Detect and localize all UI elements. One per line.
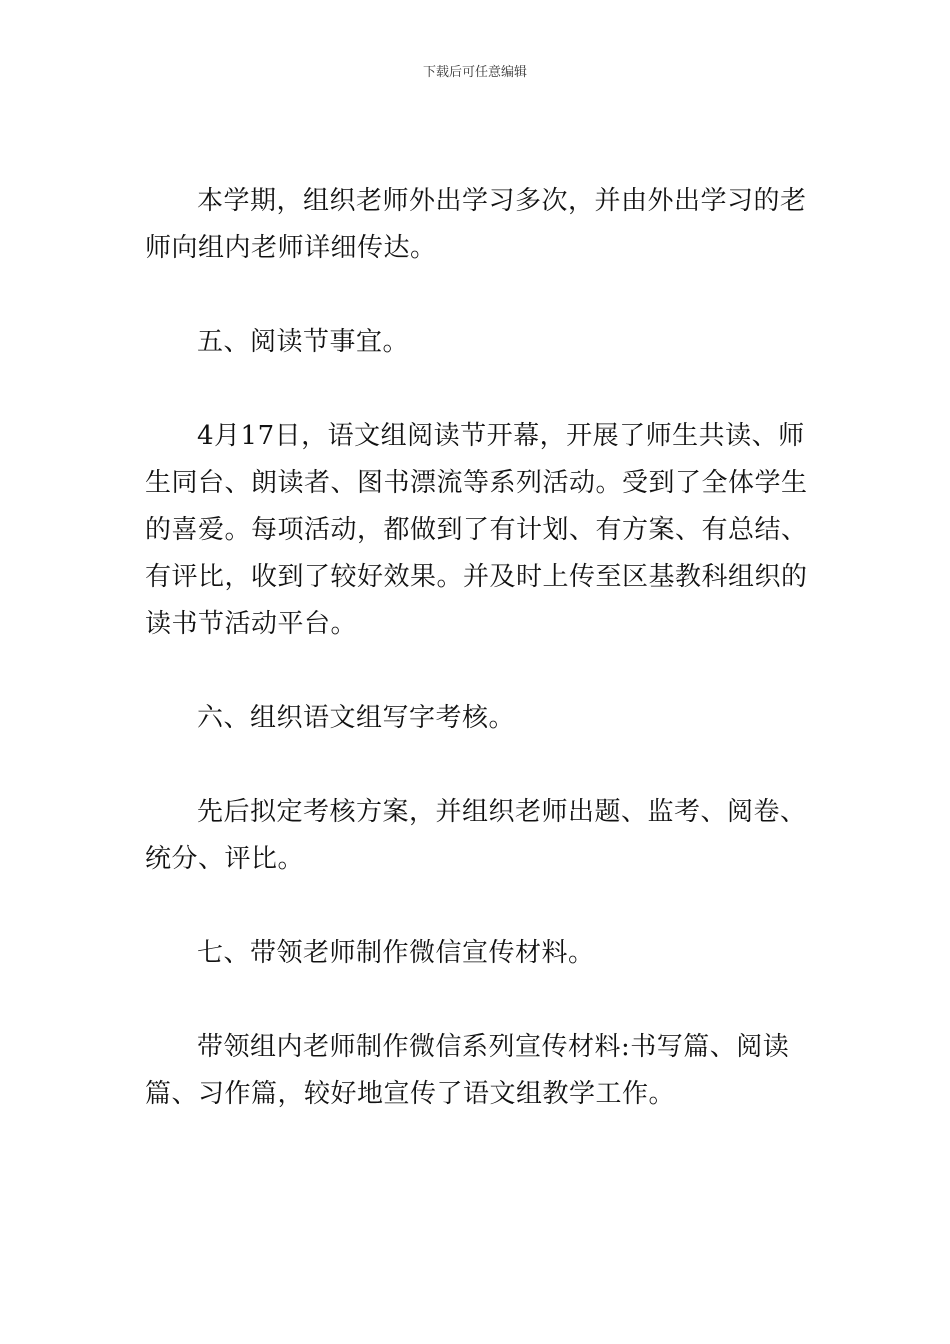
page-header: 下载后可任意编辑 [422,65,527,80]
paragraph-gap [145,883,825,930]
document-body [145,178,825,1118]
paragraph-gap [145,366,825,413]
paragraph-gap [145,742,825,789]
section-heading-writing-assessment: 六、组织语文组写字考核。 [197,703,516,733]
paragraph-gap [145,977,825,1024]
paragraph-writing-assessment: 先后拟定考核方案，并组织老师出题、监考、阅卷、统分、评比。 [145,797,807,874]
paragraph-gap [145,648,825,695]
section-heading-wechat-materials: 七、带领老师制作微信宣传材料。 [197,938,595,968]
paragraph-reading-festival: 4月17日，语文组阅读节开幕，开展了师生共读、师生同台、朗读者、图书漂流等系列活动。受到了全体学生的喜爱。每项活动，都做到了有计划、有方案、有总结、有评比，收到了较好效果。并及时上传至区基教科组织的读书节活动平台。 [145,421,808,639]
paragraph-wechat-materials: 带领组内老师制作微信系列宣传材料:书写篇、阅读篇、习作篇，较好地宣传了语文组教学工作。 [145,1032,790,1109]
paragraph-study-out: 本学期，组织老师外出学习多次，并由外出学习的老师向组内老师详细传达。 [145,186,807,263]
paragraph-gap [145,272,825,319]
section-heading-reading-festival: 五、阅读节事宜。 [197,327,410,357]
